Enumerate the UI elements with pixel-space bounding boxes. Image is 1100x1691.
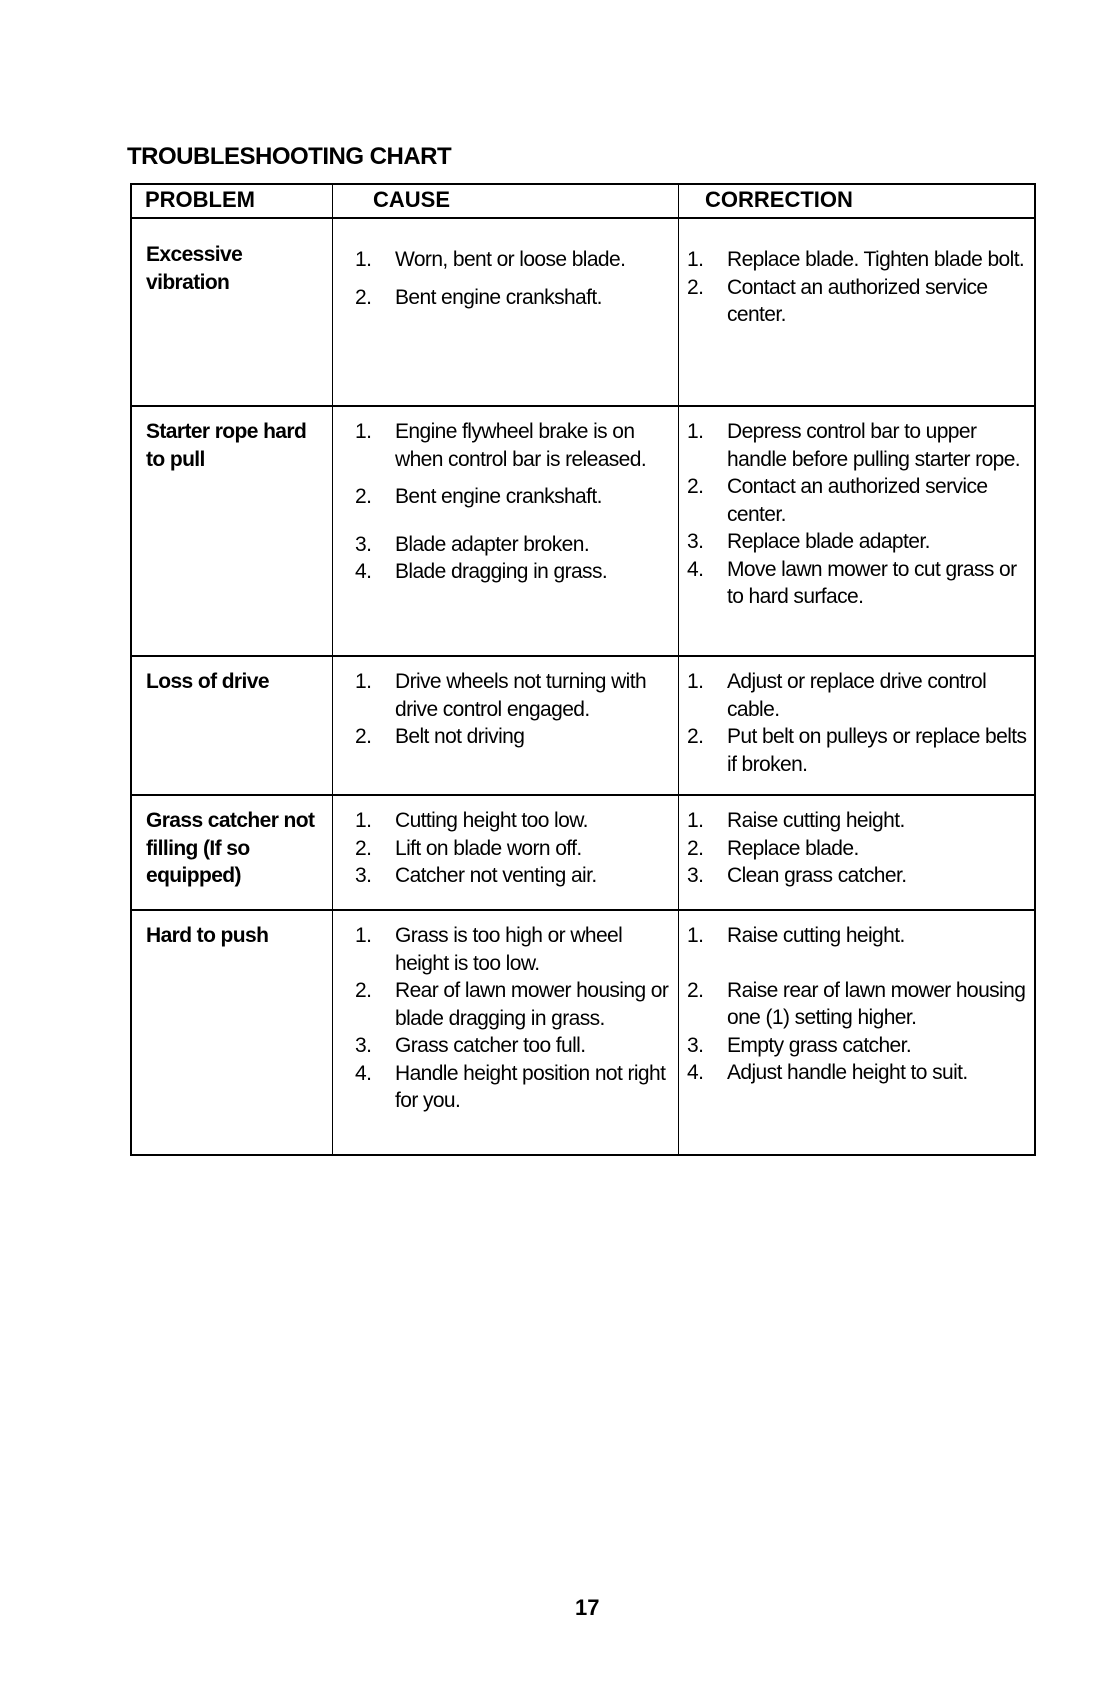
correction-cell <box>679 219 1034 405</box>
table-row <box>132 407 1034 657</box>
problem-cell <box>132 219 333 405</box>
table-row <box>132 657 1034 796</box>
item-text: Adjust or replace drive control cable. <box>727 670 987 721</box>
header-cause: CAUSE <box>333 185 679 217</box>
item-text: Replace blade. <box>727 836 859 860</box>
item-text: Grass catcher too full. <box>395 1034 586 1057</box>
item-number: 1. <box>687 809 704 832</box>
cause-item <box>355 531 676 559</box>
item-number: 1. <box>687 670 704 693</box>
correction-item <box>687 556 1030 611</box>
correction-item <box>687 1059 1030 1087</box>
troubleshooting-table <box>130 183 1036 1156</box>
correction-cell <box>679 657 1034 794</box>
problem-text: Hard to push <box>146 924 269 947</box>
problem-text: Starter rope hard to pull <box>146 420 307 471</box>
problem-cell <box>132 407 333 655</box>
item-text: Move lawn mower to cut grass or to hard surface. <box>727 557 1017 608</box>
item-number: 1. <box>355 248 372 271</box>
item-number: 2. <box>687 275 704 299</box>
item-text: Worn, bent or loose blade. <box>395 248 626 271</box>
item-text: Adjust handle height to suit. <box>727 1061 968 1084</box>
cause-cell <box>333 796 679 909</box>
item-number: 3. <box>355 864 372 887</box>
cause-item <box>355 977 676 1032</box>
problem-cell <box>132 796 333 909</box>
table-row <box>132 219 1034 407</box>
problem-text: Excessive vibration <box>146 243 243 294</box>
item-text: Contact an authorized service center. <box>727 475 988 526</box>
correction-item <box>687 807 1030 835</box>
cause-cell <box>333 657 679 794</box>
correction-item <box>687 274 1030 329</box>
correction-item <box>687 418 1030 473</box>
item-text: Catcher not venting air. <box>395 864 597 887</box>
header-correction: CORRECTION <box>705 187 853 212</box>
item-number: 2. <box>355 979 372 1002</box>
item-text: Bent engine crankshaft. <box>395 285 602 309</box>
cause-item <box>355 862 676 890</box>
item-number: 2. <box>687 836 704 860</box>
cause-item <box>355 668 676 723</box>
correction-cell <box>679 407 1034 655</box>
item-number: 1. <box>355 420 372 443</box>
item-number: 2. <box>355 836 372 860</box>
correction-item <box>687 723 1030 778</box>
table-row <box>132 796 1034 911</box>
cause-item <box>355 483 676 511</box>
correction-item <box>687 528 1030 556</box>
cause-cell <box>333 219 679 405</box>
correction-cell <box>679 796 1034 909</box>
cause-item <box>355 1032 676 1060</box>
item-text: Cutting height too low. <box>395 809 588 832</box>
correction-cell <box>679 911 1034 1154</box>
item-text: Empty grass catcher. <box>727 1033 912 1057</box>
table-header <box>132 185 1034 219</box>
cause-cell <box>333 407 679 655</box>
item-number: 1. <box>355 809 372 832</box>
item-text: Replace blade. Tighten blade bolt. <box>727 248 1025 271</box>
problem-cell <box>132 911 333 1154</box>
item-number: 2. <box>355 285 372 309</box>
item-text: Clean grass catcher. <box>727 864 907 887</box>
item-text: Raise cutting height. <box>727 809 905 832</box>
item-text: Raise rear of lawn mower housing one (1) setting higher. <box>727 978 1026 1029</box>
item-number: 2. <box>687 978 704 1002</box>
item-text: Handle height position not right for you. <box>395 1061 666 1112</box>
item-text: Belt not driving <box>395 725 525 748</box>
cause-item <box>355 246 676 274</box>
item-text: Blade dragging in grass. <box>395 560 608 583</box>
item-number: 2. <box>687 725 704 748</box>
item-number: 3. <box>355 1034 372 1057</box>
item-number: 1. <box>687 420 704 443</box>
item-text: Raise cutting height. <box>727 924 905 947</box>
item-text: Contact an authorized service center. <box>727 275 988 326</box>
item-text: Depress control bar to upper handle before pulling starter rope. <box>727 420 1021 471</box>
item-text: Bent engine crankshaft. <box>395 485 602 508</box>
item-number: 1. <box>687 248 704 271</box>
problem-cell <box>132 657 333 794</box>
correction-item <box>687 473 1030 528</box>
correction-item <box>687 1032 1030 1060</box>
page-number: 17 <box>575 1595 600 1620</box>
item-number: 3. <box>355 532 372 556</box>
item-text: Rear of lawn mower housing or blade dragging in grass. <box>395 979 669 1030</box>
item-number: 2. <box>687 475 704 498</box>
header-problem: PROBLEM <box>132 185 333 217</box>
correction-item <box>687 668 1030 723</box>
item-text: Drive wheels not turning with drive control engaged. <box>395 670 647 721</box>
correction-item <box>687 862 1030 890</box>
cause-cell <box>333 911 679 1154</box>
problem-text: Grass catcher not filling (If so equipped) <box>146 809 315 887</box>
cause-item <box>355 1060 676 1115</box>
item-text: Blade adapter broken. <box>395 532 590 556</box>
cause-item <box>355 835 676 863</box>
item-number: 4. <box>687 1061 704 1084</box>
item-text: Put belt on pulleys or replace belts if broken. <box>727 725 1027 776</box>
cause-item <box>355 284 676 312</box>
cause-item <box>355 922 676 977</box>
item-text: Lift on blade worn off. <box>395 836 582 860</box>
item-number: 1. <box>355 924 372 947</box>
chart-title: TROUBLESHOOTING CHART <box>127 143 452 170</box>
correction-item <box>687 922 1030 950</box>
item-text: Engine flywheel brake is on when control bar is released. <box>395 420 647 471</box>
cause-item <box>355 723 676 751</box>
item-number: 1. <box>355 670 372 693</box>
item-number: 2. <box>355 725 372 748</box>
item-text: Grass is too high or wheel height is too low. <box>395 924 623 975</box>
item-number: 4. <box>355 1061 372 1085</box>
item-number: 2. <box>355 485 372 508</box>
correction-item <box>687 835 1030 863</box>
item-text: Replace blade adapter. <box>727 530 930 553</box>
table-row <box>132 911 1034 1154</box>
item-number: 3. <box>687 1033 704 1057</box>
item-number: 3. <box>687 864 704 887</box>
correction-item <box>687 246 1030 274</box>
problem-text: Loss of drive <box>146 670 269 693</box>
item-number: 4. <box>687 557 704 581</box>
correction-item <box>687 977 1030 1032</box>
cause-item <box>355 558 676 586</box>
item-number: 4. <box>355 560 372 583</box>
item-number: 3. <box>687 530 704 553</box>
cause-item <box>355 418 676 473</box>
cause-item <box>355 807 676 835</box>
item-number: 1. <box>687 924 704 947</box>
